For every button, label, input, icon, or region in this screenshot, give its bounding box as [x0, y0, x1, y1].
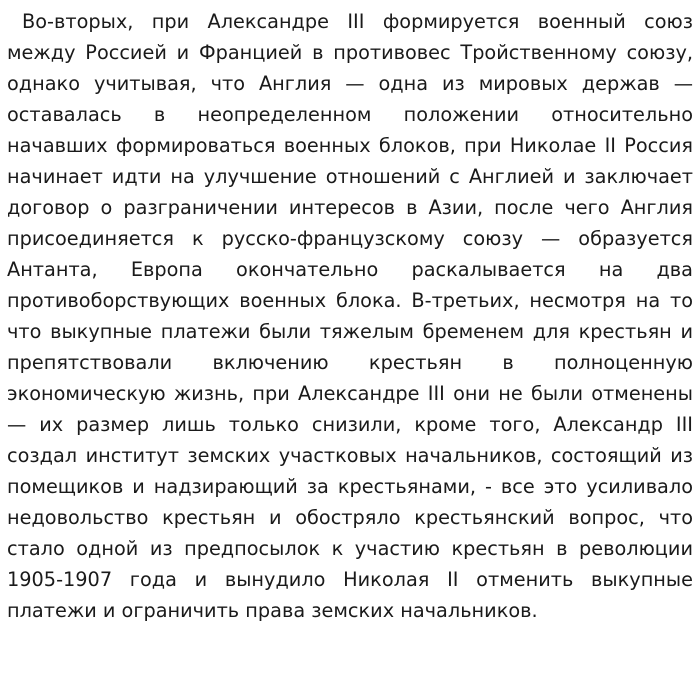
document-page — [7, 6, 693, 626]
body-paragraph: Во-вторых, при Александре III формируется военный союз между Россией и Францией в противовес Тройственному союзу, однако учитывая, что Англия — одна из мировых держав — оставалась в неопределенном положении относительно начавших формироваться военных блоков, при Николае II Россия начинает идти на улучшение отношений с Англией и заключает договор о разграничении интересов в Азии, после чего Англия присоединяется к русско-французскому союзу — образуется Антанта, Европа окончательно раскалывается на два противоборствующих военных блока. В-третьих, несмотря на то что выкупные платежи были тяжелым бременем для крестьян и препятствовали включению крестьян в полноценную экономическую жизнь, при Александре III они не были отменены — их размер лишь только снизили, кроме того, Александр III создал институт земских участковых начальников, состоящий из помещиков и надзирающий за крестьянами, - все это усиливало недовольство крестьян и обостряло крестьянский вопрос, что стало одной из предпосылок к участию крестьян в революции 1905-1907 года и вынудило Николая II отменить выкупные платежи и ограничить права земских начальников. — [7, 10, 693, 622]
